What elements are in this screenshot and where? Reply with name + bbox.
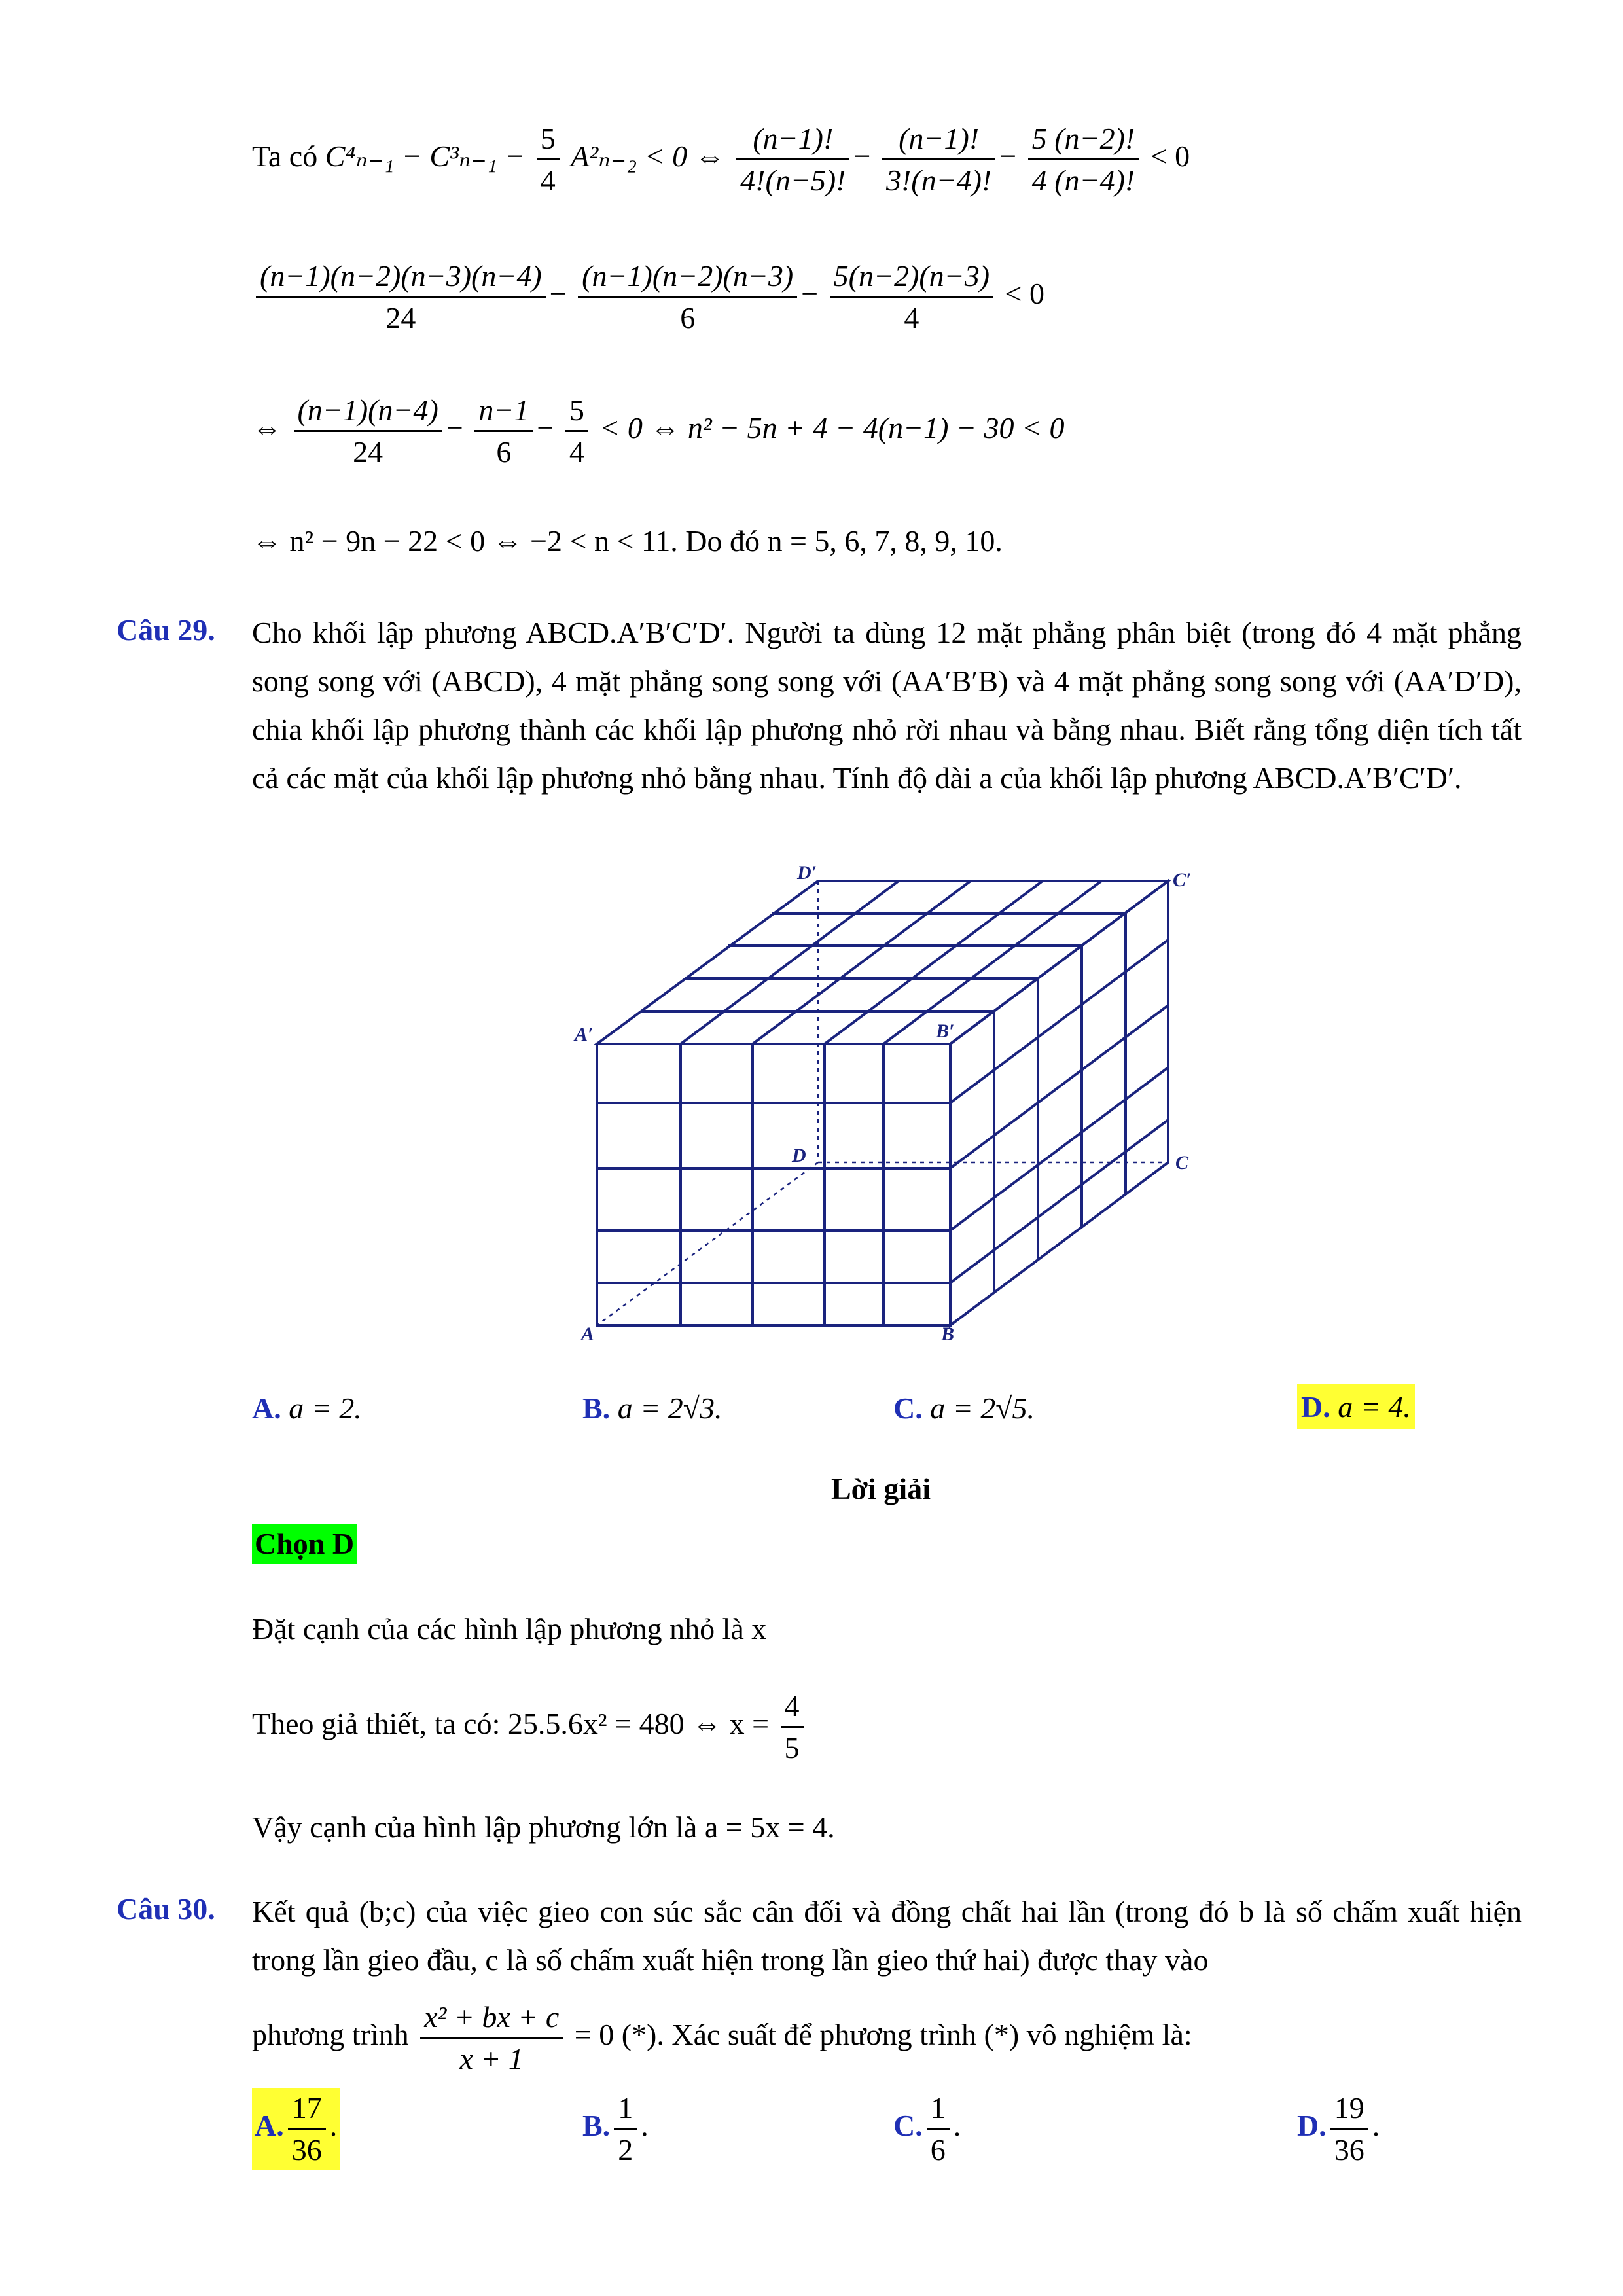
fraction: $\frac{5(n-2)(n-3)}{4}$ <box>830 259 993 335</box>
q29-text: Cho khối lập phương ABCD.A′B′C′D′. Người ta dùng 12 mặt phẳng phân biệt (trong đó 4 mặt phẳng song song với (ABCD), 4 mặt phẳng song song với (AA′B′B) và 4 mặt phẳng song song với (AA′D′D), chia khối lập phương thành các khối lập phương nhỏ rời nhau và bằng nhau. Biết rằng tổng diện tích tất cả các mặt của khối lập phương nhỏ bằng nhau. Tính độ dài a của khối lập phương ABCD.A′B′C′D′. <box>252 616 1522 795</box>
q30-equation-line: phương trình $\frac{\text{x² + bx + c}}{x + 1}$ = 0 (*). Xác suất để phương trình (*) vô nghiệm là: <box>252 2000 1192 2075</box>
q29-label: Câu 29. <box>116 613 215 647</box>
q30-option-d[interactable]: D. $\frac{19}{36}$ . <box>1297 2091 1380 2166</box>
q29-option-a[interactable]: A. a = 2. <box>252 1391 362 1425</box>
prev-line-1: Ta có C⁴ₙ₋₁ − C³ₙ₋₁ − $\frac{5}{4}$ A²ₙ₋₂ < 0 ⇔ $\frac{(n-1)!}{4!(n-5)!}$ − $\frac{(n-1)!}{3!(n-4)!}$ − $\frac{5 (n-2)!}{4 (n-4)!}$ < 0 <box>252 122 1190 197</box>
q30-label: Câu 30. <box>116 1892 215 1926</box>
fraction: $\frac{(n-1)!}{3!(n-4)!}$ <box>882 121 995 198</box>
vertex-label-b: B <box>941 1323 955 1345</box>
fraction: $\frac{(n-1)(n-2)(n-3)}{6}$ <box>578 259 797 335</box>
vertex-label-d1: D′ <box>797 862 817 884</box>
prev-line-4: ⇔ n² − 9n − 22 < 0 ⇔ −2 < n < 11. Do đó n = 5, 6, 7, 8, 9, 10. <box>252 524 1003 558</box>
q30-option-a[interactable]: A. $\frac{17}{36}$ . <box>252 2088 340 2170</box>
vertex-label-a1: A′ <box>575 1024 594 1045</box>
q30-option-b[interactable]: B. $\frac{1}{2}$ . <box>582 2091 649 2166</box>
prev-line-2: $\frac{(n-1)(n-2)(n-3)(n-4)}{24}$ − $\frac{(n-1)(n-2)(n-3)}{6}$ − $\frac{5(n-2)(n-3)}{4}$ < 0 <box>252 259 1044 335</box>
fraction: $\frac{5}{4}$ <box>537 121 560 198</box>
q29-option-b[interactable]: B. a = 2√3. <box>582 1391 722 1425</box>
fraction: $\frac{\text{x² + bx + c}}{x + 1}$ <box>420 2000 563 2076</box>
vertex-label-a: A <box>581 1323 595 1345</box>
vertex-label-c1: C′ <box>1173 869 1191 891</box>
prev-line-3: ⇔ $\frac{(n-1)(n-4)}{24}$ − $\frac{n-1}{6}$ − $\frac{5}{4}$ < 0 ⇔ n² − 5n + 4 − 4(n−1) − 30 < 0 <box>252 393 1065 469</box>
vertex-label-c: C <box>1175 1152 1189 1174</box>
q29-option-d[interactable]: D. a = 4. <box>1297 1384 1415 1429</box>
fraction: $\frac{4}{5}$ <box>781 1689 804 1765</box>
q30-option-c[interactable]: C. $\frac{1}{6}$ . <box>893 2091 961 2166</box>
q29-solution-3: Vậy cạnh của hình lập phương lớn là a = 5x = 4. <box>252 1810 835 1844</box>
q29-solution-2: Theo giả thiết, ta có: 25.5.6x² = 480 ⇔ x = $\frac{4}{5}$ <box>252 1689 808 1765</box>
vertex-label-d: D <box>792 1145 806 1166</box>
fraction: $\frac{n-1}{6}$ <box>474 393 533 469</box>
q29-solution-1: Đặt cạnh của các hình lập phương nhỏ là x <box>252 1612 767 1645</box>
fraction: $\frac{(n-1)(n-4)}{24}$ <box>294 393 442 469</box>
q30-text: Kết quả (b;c) của việc gieo con súc sắc cân đối và đồng chất hai lần (trong đó b là số chấm xuất hiện trong lần gieo đầu, c là số chấm xuất hiện trong lần gieo thứ hai) được thay vào <box>252 1895 1522 1977</box>
fraction: $\frac{5 (n-2)!}{4 (n-4)!}$ <box>1028 121 1139 198</box>
choice-badge: Chọn D <box>252 1524 357 1564</box>
solution-title: Lời giải <box>831 1472 931 1505</box>
fraction: $\frac{5}{4}$ <box>565 393 588 469</box>
cube-figure <box>563 857 1191 1361</box>
fraction: $\frac{(n-1)(n-2)(n-3)(n-4)}{24}$ <box>256 259 546 335</box>
fraction: $\frac{(n-1)!}{4!(n-5)!}$ <box>736 121 849 198</box>
q29-option-c[interactable]: C. a = 2√5. <box>893 1391 1035 1425</box>
vertex-label-b1: B′ <box>936 1020 955 1042</box>
